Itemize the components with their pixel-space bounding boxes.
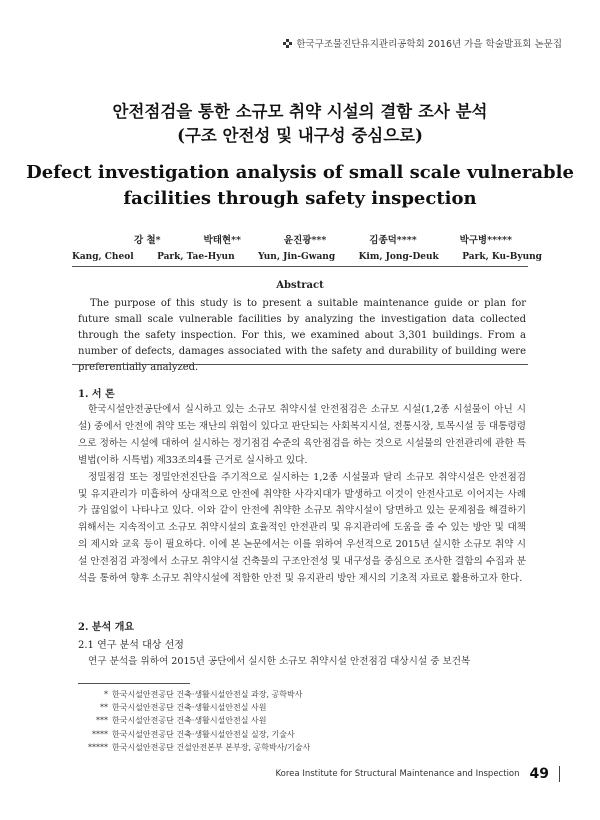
conference-header bbox=[283, 36, 562, 50]
english-title-line-1: Defect investigation analysis of small scale vulnerable bbox=[26, 162, 574, 183]
grid-dots-icon bbox=[283, 39, 292, 48]
footnote: ** 한국시설안전공단 건축·생활시설안전실 사원 bbox=[100, 703, 267, 713]
page-number: 49 bbox=[529, 766, 549, 782]
footnote: * 한국시설안전공단 건축·생활시설안전실 과장, 공학박사 bbox=[104, 690, 303, 699]
author-kr: 김종덕**** bbox=[369, 235, 417, 246]
body-paragraph: 정밀점검 또는 정밀안전진단을 주기적으로 실시하는 1,2종 시설물과 달리 소규모 취약시설은 안전점검 및 유지관리가 미흡하여 상대적으로 안전에 취약한 사각지대가 발생하고 이것이 안전사고로 이어지는 사례가 끊임없이 나타나고 있다. 이와 같이 안전에 취약한 소규모 취약시설이 당면하고 있는 문제점을 해결하기 위해서는 지속적이고 소규모 취약시설의 효율적인 안전관리 및 유지관리에 도움을 줄 수 있는 방안 및 대책의 제시와 교육 등이 필요하다. 이에 본 논문에서는 이를 위하여 우선적으로 2015년 실시한 소규모 취약 시설 안전점검 과정에서 소규모 취약시설 건축물의 구조안전성 및 내구성을 중심으로 조사한 결함의 수집과 분석을 통하여 향후 소규모 취약시설에 적합한 안전 및 유지관리 방안 제시의 기초적 자료로 활용하고자 한다. bbox=[78, 471, 526, 585]
author-en: Kang, Cheol bbox=[72, 252, 134, 262]
abstract-paragraph: The purpose of this study is to present a suitable maintenance guide or plan for future small scale vulnerable facilities by analyzing the investigation data collected through the safety inspection. For this, we examined about 3,301 buildings. From a number of defects, damages associated with the safety and durability of building were preferentially analyzed. bbox=[78, 298, 526, 373]
korean-title-line-1: 안전점검을 통한 소규모 취약 시설의 결함 조사 분석 bbox=[112, 102, 488, 121]
subsection-heading: 2.1 연구 분석 대상 선정 bbox=[78, 640, 184, 651]
author-kr: 박태현** bbox=[203, 235, 242, 246]
section-heading-overview: 2. 분석 개요 bbox=[78, 622, 135, 633]
divider bbox=[72, 266, 528, 267]
author-en: Park, Ku-Byung bbox=[462, 252, 542, 262]
footnote: *** 한국시설안전공단 건축·생활시설안전실 사원 bbox=[96, 716, 267, 726]
author-en: Kim, Jong-Deuk bbox=[358, 252, 439, 262]
footnote: ***** 한국시설안전공단 건설안전본부 본부장, 공학박사/기술사 bbox=[88, 742, 311, 752]
english-title-line-2: facilities through safety inspection bbox=[123, 188, 477, 209]
author-kr: 윤진광*** bbox=[283, 235, 327, 246]
footnotes bbox=[78, 688, 378, 754]
conference-name: 한국구조물진단유지관리공학회 2016년 가을 학술발표회 논문집 bbox=[296, 39, 562, 50]
page-number-bar bbox=[559, 766, 560, 782]
abstract-heading: Abstract bbox=[276, 280, 324, 291]
korean-title bbox=[0, 100, 600, 148]
english-title bbox=[0, 160, 600, 212]
body-paragraph: 한국시설안전공단에서 실시하고 있는 소규모 취약시설 안전점검은 소규모 시설(1,2종 시설물이 아닌 시설) 중에서 안전에 취약 또는 재난의 위험이 있다고 판단되는 사회복지시설, 전통시장, 토목시설 등 대통령령으로 정하는 시설에 대하여 실시하는 정기점검 수준의 육안점검을 하는 것으로 시설물의 안전관리에 관한 특별법(이하 시특법) 제33조의4를 근거로 실시하고 있다. bbox=[78, 404, 526, 466]
author-names-korean bbox=[72, 232, 542, 246]
section-heading-introduction: 1. 서 론 bbox=[78, 389, 115, 400]
author-block bbox=[72, 232, 542, 262]
introduction-text bbox=[78, 402, 526, 588]
footnote-divider bbox=[78, 683, 190, 684]
divider bbox=[72, 364, 528, 365]
author-en: Yun, Jin-Gwang bbox=[258, 252, 336, 262]
page-footer bbox=[276, 766, 560, 782]
author-kr: 박구병***** bbox=[459, 235, 512, 246]
korean-title-line-2: (구조 안전성 및 내구성 중심으로) bbox=[177, 126, 423, 145]
body-paragraph: 연구 분석을 위하여 2015년 공단에서 실시한 소규모 취약시설 안전점검 대상시설 중 보건복 bbox=[88, 656, 471, 667]
footer-institute: Korea Institute for Structural Maintenance and Inspection bbox=[275, 769, 520, 779]
author-names-english bbox=[72, 252, 542, 262]
author-kr: 강 철* bbox=[134, 235, 161, 246]
author-en: Park, Tae-Hyun bbox=[157, 252, 235, 262]
overview-text bbox=[78, 654, 526, 671]
footnote: **** 한국시설안전공단 건축·생활시설안전실 실장, 기술사 bbox=[92, 729, 295, 739]
